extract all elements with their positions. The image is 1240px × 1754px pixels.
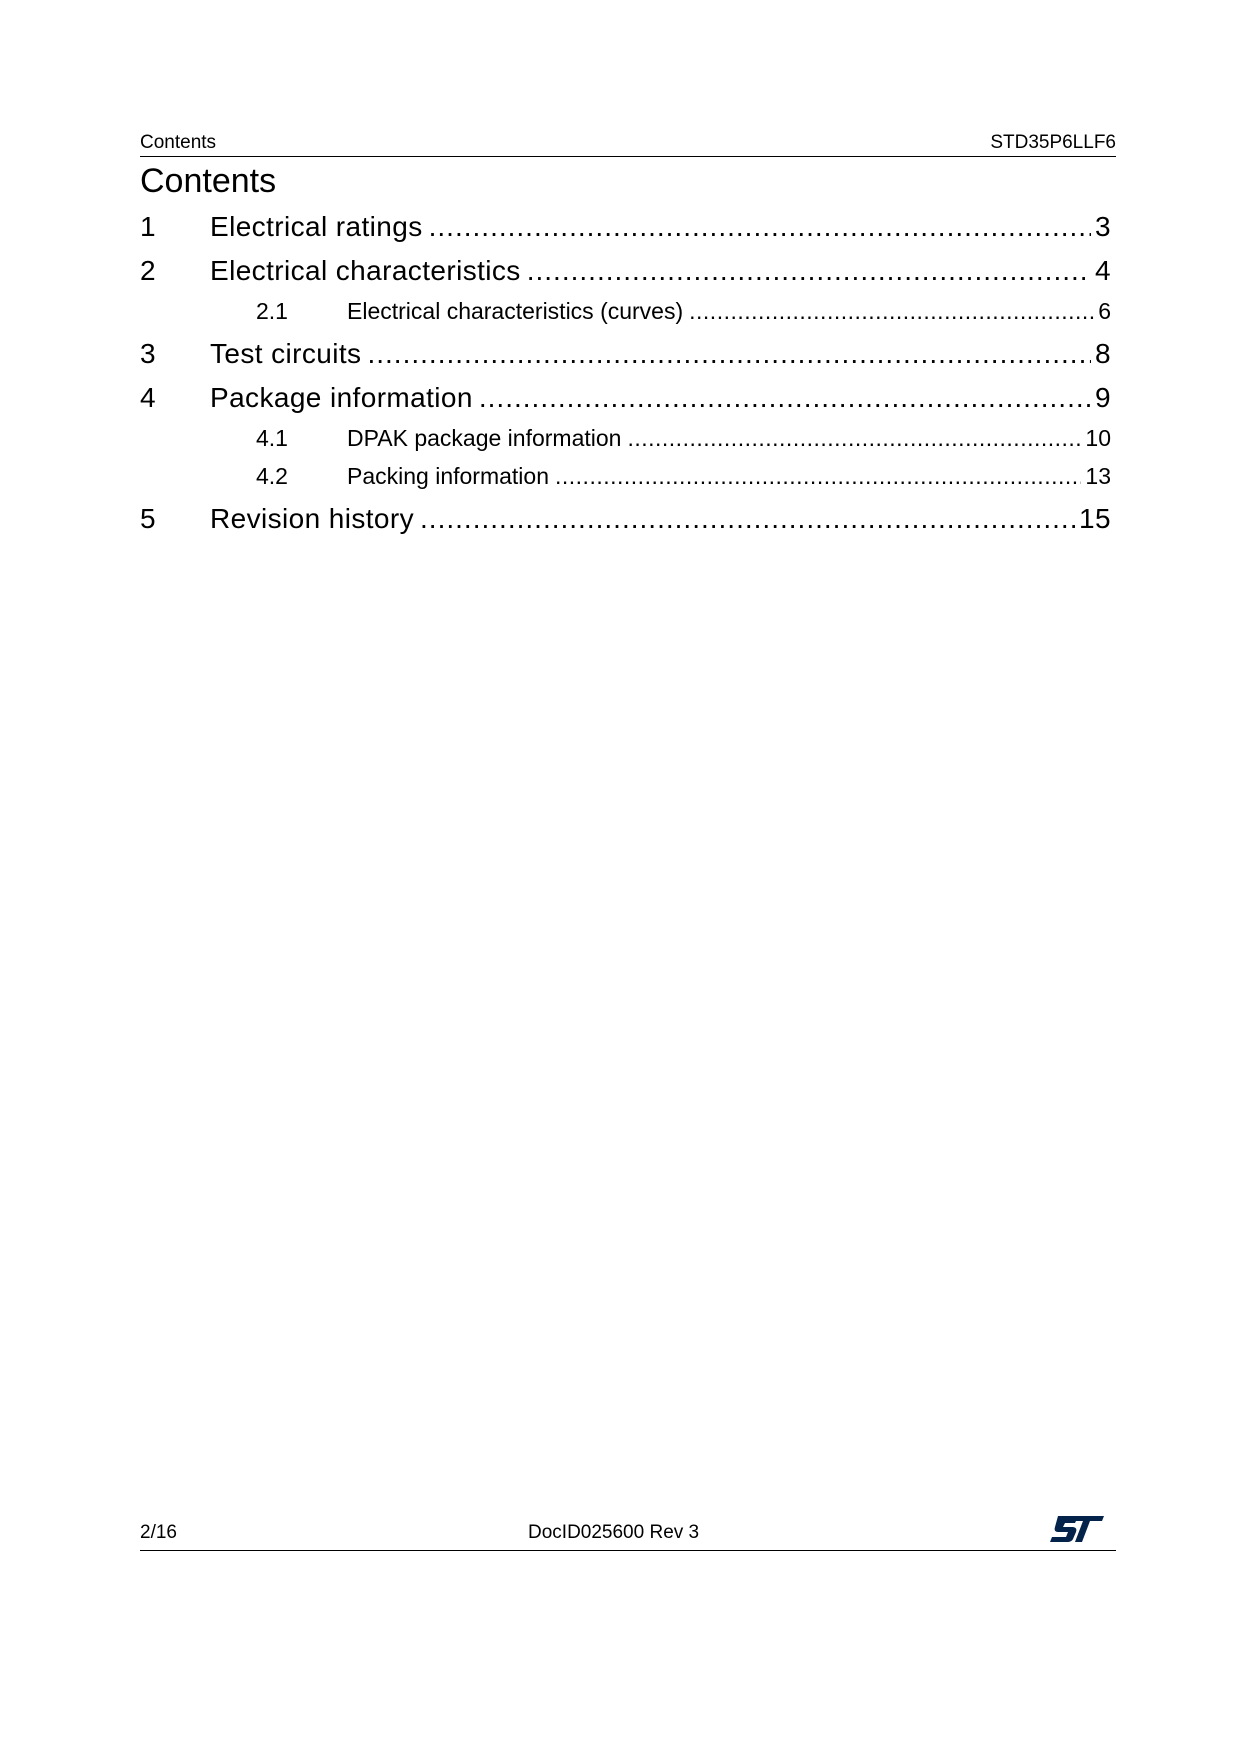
toc-entry-page: 6 <box>1098 298 1111 324</box>
toc-dot-leader <box>479 382 1091 414</box>
toc-entry-number: 1 <box>140 211 156 242</box>
toc-entry-number: 3 <box>140 338 156 369</box>
toc-entry-page: 10 <box>1085 425 1111 451</box>
toc-entry-electrical-characteristics[interactable] <box>140 255 1111 287</box>
page-footer <box>140 1516 1116 1551</box>
toc-entry-number: 2 <box>140 255 156 286</box>
toc-dot-leader <box>689 298 1094 325</box>
page-header <box>140 132 1116 157</box>
st-logo-icon <box>1048 1514 1106 1544</box>
toc-entry-page: 3 <box>1095 211 1111 242</box>
toc-entry-title: Test circuits <box>210 338 362 369</box>
toc-entry-title: Package information <box>210 382 473 413</box>
toc-entry-number: 4.2 <box>256 463 288 489</box>
header-section-label: Contents <box>140 132 217 153</box>
toc-entry-package-information[interactable] <box>140 382 1111 414</box>
toc-entry-page: 15 <box>1079 503 1111 534</box>
toc-entry-number: 4 <box>140 382 156 413</box>
toc-dot-leader <box>627 425 1081 452</box>
toc-entry-title: Electrical characteristics <box>210 255 521 286</box>
toc-entry-page: 13 <box>1085 463 1111 489</box>
toc-entry-title: Revision history <box>210 503 415 534</box>
toc-entry-page: 8 <box>1095 338 1111 369</box>
toc-entry-title: Packing information <box>347 463 549 489</box>
toc-entry-revision-history[interactable] <box>140 503 1111 535</box>
toc-dot-leader <box>555 463 1081 490</box>
toc-entry-number: 2.1 <box>256 298 288 324</box>
toc-entry-test-circuits[interactable] <box>140 338 1111 370</box>
footer-document-id: DocID025600 Rev 3 <box>528 1522 700 1543</box>
toc-entry-number: 5 <box>140 503 156 534</box>
header-part-number: STD35P6LLF6 <box>990 132 1116 153</box>
toc-entry-dpak-package-information[interactable] <box>256 425 1111 452</box>
page-title: Contents <box>140 162 277 200</box>
toc-dot-leader <box>429 211 1091 243</box>
toc-entry-title: Electrical ratings <box>210 211 423 242</box>
toc-entry-packing-information[interactable] <box>256 463 1111 490</box>
toc-entry-title: DPAK package information <box>347 425 622 451</box>
toc-entry-title: Electrical characteristics (curves) <box>347 298 684 324</box>
toc-dot-leader <box>367 338 1091 370</box>
toc-dot-leader <box>420 503 1075 535</box>
toc-dot-leader <box>527 255 1091 287</box>
toc-entry-page: 9 <box>1095 382 1111 413</box>
toc-entry-number: 4.1 <box>256 425 288 451</box>
toc-entry-electrical-ratings[interactable] <box>140 211 1111 243</box>
toc-entry-electrical-characteristics-curves[interactable] <box>256 298 1111 325</box>
footer-page-number: 2/16 <box>140 1522 177 1543</box>
toc-entry-page: 4 <box>1095 255 1111 286</box>
